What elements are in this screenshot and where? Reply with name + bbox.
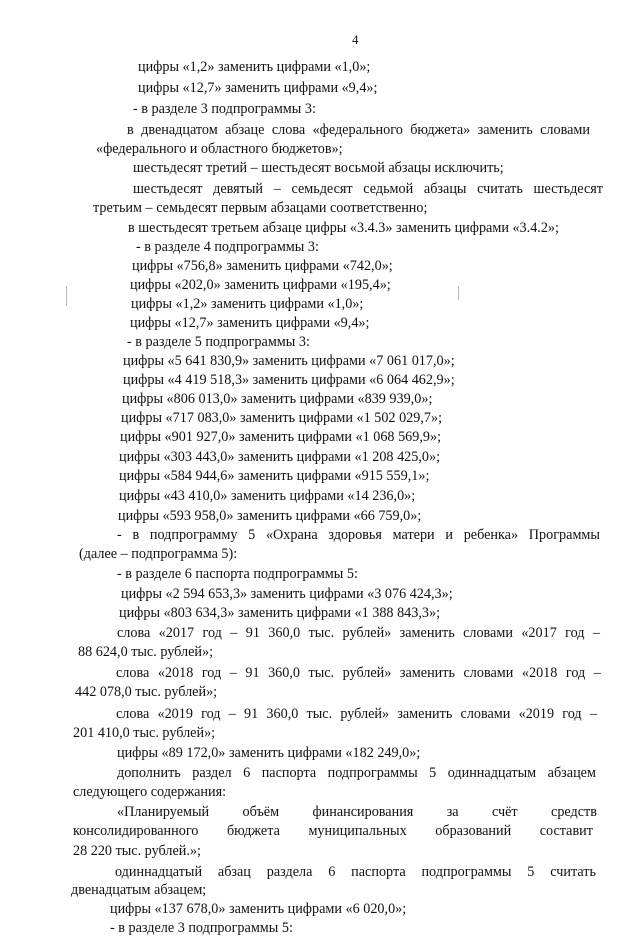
text-line: - в подпрограмму 5 «Охрана здоровья матери и ребенка» Программы bbox=[117, 527, 600, 543]
text-line: 201 410,0 тыс. рублей»; bbox=[73, 725, 216, 741]
text-line: слова «2019 год – 91 360,0 тыс. рублей» заменить словами «2019 год – bbox=[116, 706, 597, 722]
text-line: дополнить раздел 6 паспорта подпрограммы 5 одиннадцатым абзацем bbox=[117, 765, 596, 781]
text-line: цифры «5 641 830,9» заменить цифрами «7 061 017,0»; bbox=[123, 353, 455, 369]
text-line: 28 220 тыс. рублей.»; bbox=[73, 843, 201, 859]
scan-mark bbox=[458, 286, 459, 300]
text-line: (далее – подпрограмма 5): bbox=[79, 546, 238, 562]
text-line: цифры «756,8» заменить цифрами «742,0»; bbox=[132, 258, 393, 274]
text-line: цифры «593 958,0» заменить цифрами «66 759,0»; bbox=[118, 508, 422, 524]
text-line: двенадцатым абзацем; bbox=[71, 882, 207, 898]
text-line: в двенадцатом абзаце слова «федерального бюджета» заменить словами bbox=[127, 122, 590, 138]
text-line: шестьдесят девятый – семьдесят седьмой абзацы считать шестьдесят bbox=[133, 181, 603, 197]
text-line: цифры «1,2» заменить цифрами «1,0»; bbox=[138, 59, 371, 75]
text-line: - в разделе 4 подпрограммы 3: bbox=[136, 239, 319, 255]
text-line: в шестьдесят третьем абзаце цифры «3.4.3» заменить цифрами «3.4.2»; bbox=[128, 220, 559, 236]
text-line: 88 624,0 тыс. рублей»; bbox=[78, 644, 214, 660]
text-line: цифры «584 944,6» заменить цифрами «915 559,1»; bbox=[119, 468, 430, 484]
text-line: «федерального и областного бюджетов»; bbox=[96, 141, 343, 157]
text-line: цифры «1,2» заменить цифрами «1,0»; bbox=[131, 296, 364, 312]
scan-mark bbox=[66, 286, 67, 306]
text-line: цифры «202,0» заменить цифрами «195,4»; bbox=[130, 277, 391, 293]
text-line: - в разделе 3 подпрограммы 3: bbox=[133, 101, 316, 117]
text-line: «Планируемый объём финансирования за счёт средств bbox=[117, 804, 597, 820]
text-line: третьим – семьдесят первым абзацами соответственно; bbox=[93, 200, 428, 216]
text-line: слова «2018 год – 91 360,0 тыс. рублей» заменить словами «2018 год – bbox=[116, 665, 601, 681]
text-line: цифры «901 927,0» заменить цифрами «1 068 569,9»; bbox=[120, 429, 442, 445]
text-line: следующего содержания: bbox=[73, 784, 227, 800]
text-line: 442 078,0 тыс. рублей»; bbox=[75, 684, 218, 700]
text-line: цифры «89 172,0» заменить цифрами «182 249,0»; bbox=[117, 745, 421, 761]
text-line: цифры «717 083,0» заменить цифрами «1 502 029,7»; bbox=[121, 410, 443, 426]
page-number: 4 bbox=[352, 32, 359, 47]
text-line: слова «2017 год – 91 360,0 тыс. рублей» заменить словами «2017 год – bbox=[117, 625, 600, 641]
text-line: - в разделе 3 подпрограммы 5: bbox=[110, 920, 293, 936]
text-line: цифры «12,7» заменить цифрами «9,4»; bbox=[138, 80, 378, 96]
text-line: цифры «137 678,0» заменить цифрами «6 020,0»; bbox=[110, 901, 407, 917]
text-line: цифры «4 419 518,3» заменить цифрами «6 064 462,9»; bbox=[123, 372, 455, 388]
text-line: - в разделе 6 паспорта подпрограммы 5: bbox=[117, 566, 358, 582]
text-line: цифры «303 443,0» заменить цифрами «1 208 425,0»; bbox=[119, 449, 441, 465]
text-line: цифры «2 594 653,3» заменить цифрами «3 076 424,3»; bbox=[121, 586, 453, 602]
text-line: консолидированного бюджета муниципальных образований составит bbox=[73, 823, 593, 839]
text-line: - в разделе 5 подпрограммы 3: bbox=[127, 334, 310, 350]
text-line: шестьдесят третий – шестьдесят восьмой абзацы исключить; bbox=[133, 160, 504, 176]
text-line: цифры «43 410,0» заменить цифрами «14 236,0»; bbox=[119, 488, 416, 504]
text-line: одиннадцатый абзац раздела 6 паспорта подпрограммы 5 считать bbox=[115, 864, 596, 880]
text-line: цифры «803 634,3» заменить цифрами «1 388 843,3»; bbox=[119, 605, 441, 621]
text-line: цифры «806 013,0» заменить цифрами «839 939,0»; bbox=[122, 391, 433, 407]
text-line: цифры «12,7» заменить цифрами «9,4»; bbox=[130, 315, 370, 331]
